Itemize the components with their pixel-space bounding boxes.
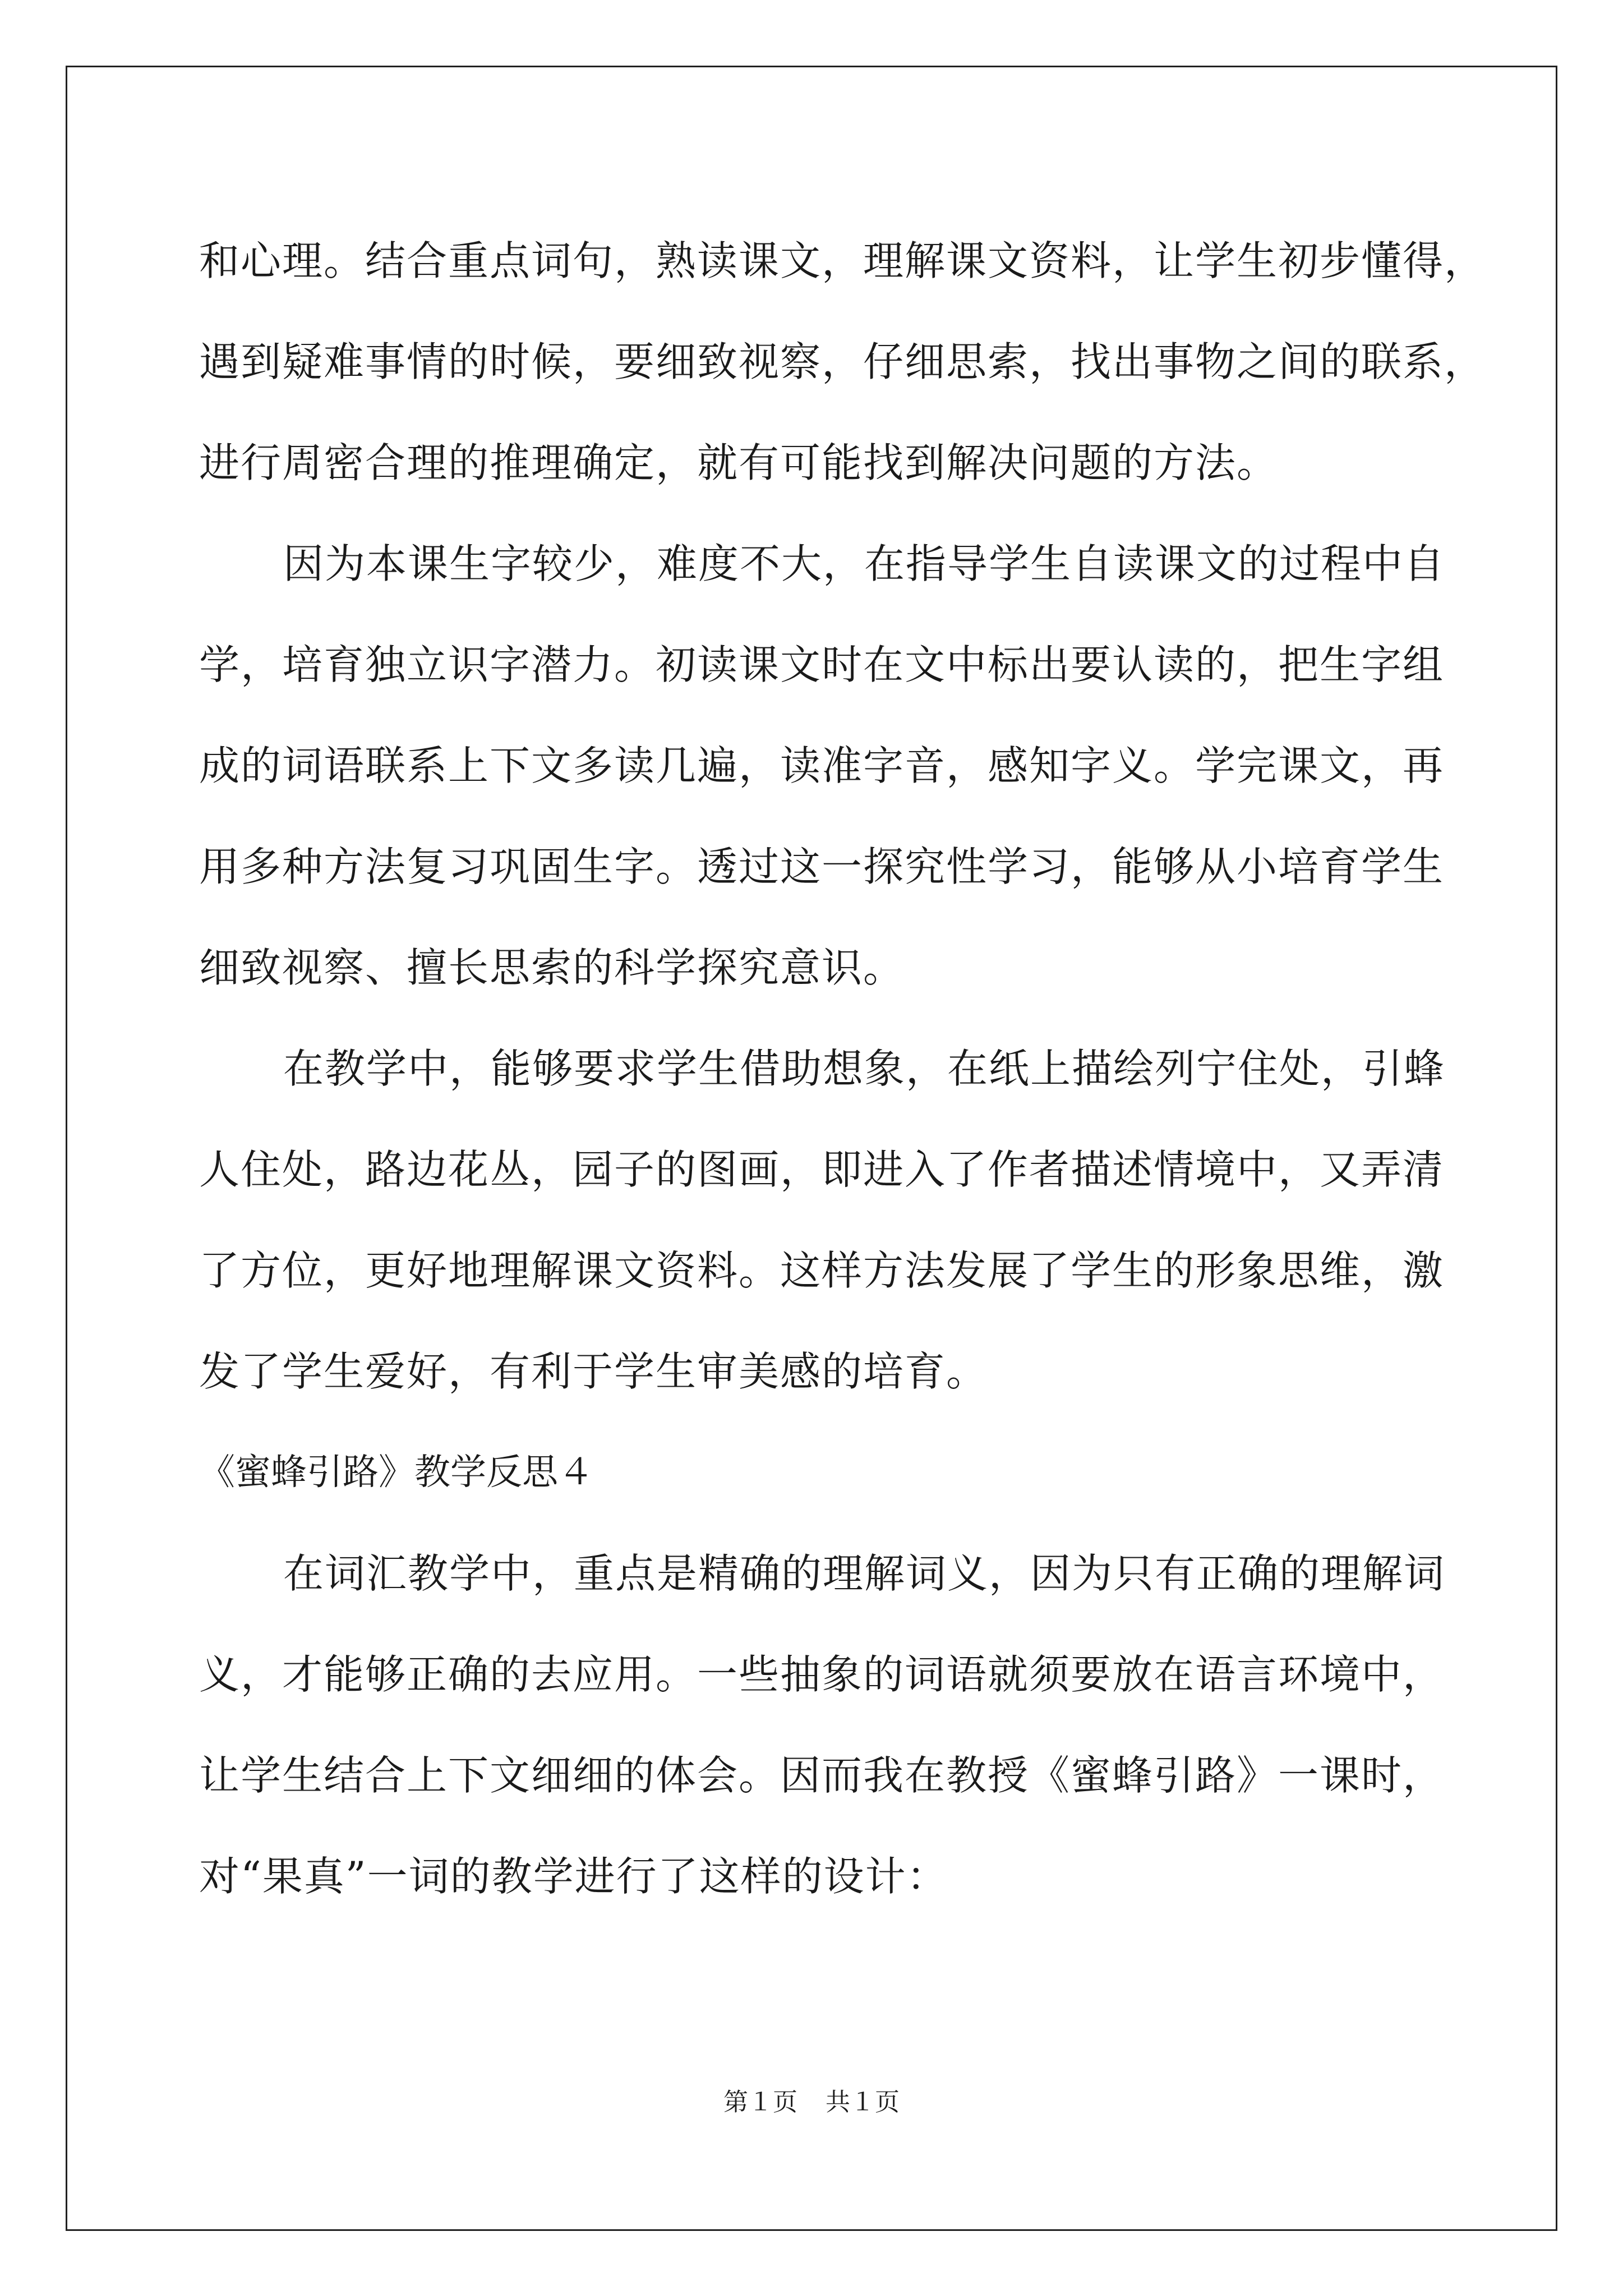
- text-line: 让学生结合上下文细细的体会。因而我在教授《蜜蜂引路》一课时，: [199, 1752, 1445, 1799]
- text-line: 了方位，更好地理解课文资料。这样方法发展了学生的形象思维，激: [199, 1247, 1445, 1294]
- text-line: 发了学生爱好，有利于学生审美感的培育。: [199, 1348, 988, 1395]
- paragraph-1: [199, 210, 1486, 513]
- text-line: 和心理。结合重点词句，熟读课文，理解课文资料，让学生初步懂得，: [199, 237, 1486, 284]
- text-line: 用多种方法复习巩固生字。透过这一探究性学习，能够从小培育学生: [199, 843, 1445, 890]
- text-line: 对“果真”一词的教学进行了这样的设计：: [199, 1853, 948, 1900]
- text-line: 因为本课生字较少，难度不大，在指导学生自读课文的过程中自: [283, 540, 1446, 587]
- text-line: 在词汇教学中，重点是精确的理解词义，因为只有正确的理解词: [283, 1550, 1446, 1597]
- text-line: 义，才能够正确的去应用。一些抽象的词语就须要放在语言环境中，: [199, 1651, 1445, 1698]
- text-line: 成的词语联系上下文多读几遍，读准字音，感知字义。学完课文，再: [199, 742, 1445, 789]
- section-heading: 《蜜蜂引路》教学反思４: [199, 1452, 594, 1493]
- paragraph-3: [199, 1018, 1446, 1422]
- text-line: 学，培育独立识字潜力。初读课文时在文中标出要认读的，把生字组: [199, 641, 1445, 688]
- document-body: [199, 210, 1486, 1927]
- page-total: 共１页: [826, 2088, 900, 2116]
- text-line: 进行周密合理的推理确定，就有可能找到解决问题的方法。: [199, 439, 1279, 486]
- text-line: 人住处，路边花丛，园子的图画，即进入了作者描述情境中，又弄清: [199, 1146, 1445, 1193]
- page-footer: [0, 2086, 1623, 2119]
- text-line: 在教学中，能够要求学生借助想象，在纸上描绘列宁住处，引蜂: [283, 1045, 1446, 1092]
- page-number: 第１页: [723, 2088, 797, 2116]
- paragraph-2: [199, 513, 1446, 1018]
- text-line: 遇到疑难事情的时候，要细致视察，仔细思索，找出事物之间的联系，: [199, 338, 1486, 385]
- paragraph-4: [199, 1523, 1446, 1927]
- text-line: 细致视察、擅长思索的科学探究意识。: [199, 944, 905, 991]
